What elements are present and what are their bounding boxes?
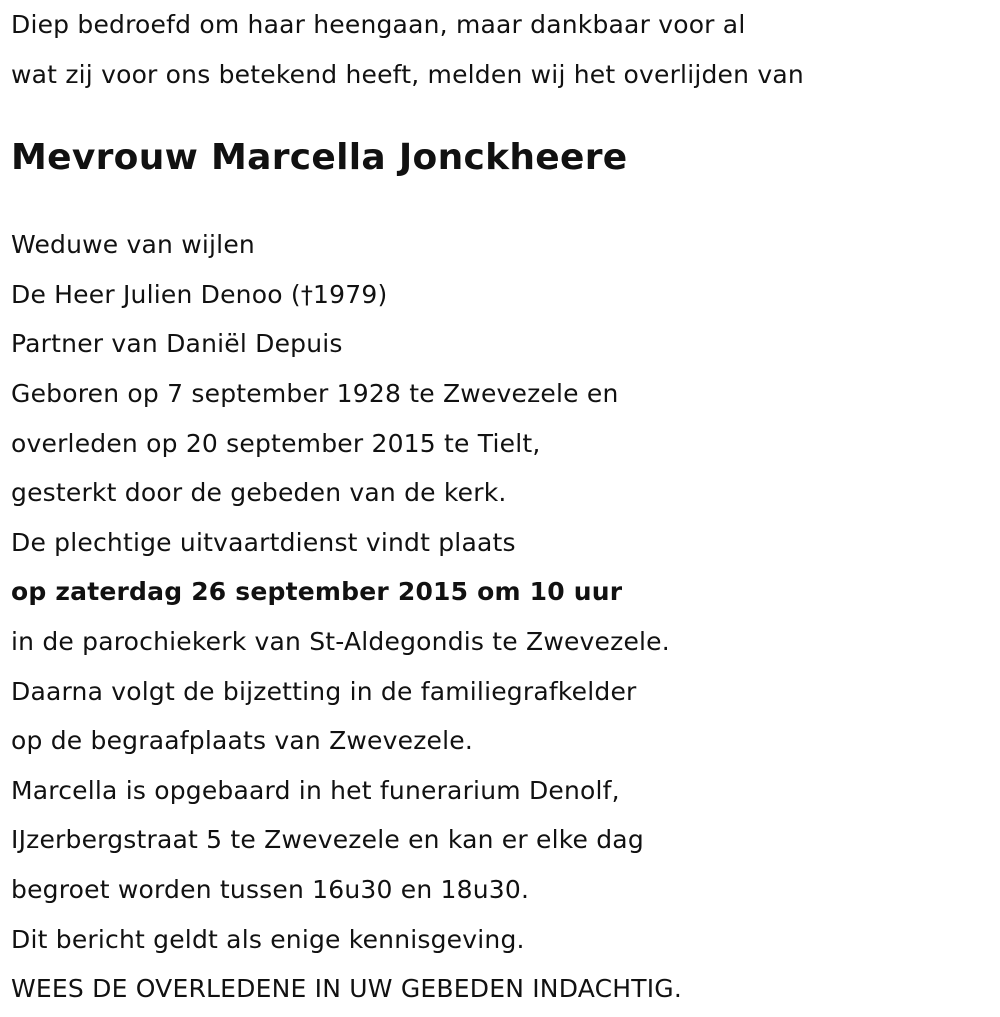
service-place-line: in de parochiekerk van St-Aldegondis te Zwevezele.: [11, 626, 670, 656]
died-line: overleden op 20 september 2015 te Tielt,: [11, 428, 541, 458]
born-line: Geboren op 7 september 1928 te Zwevezele en: [11, 378, 619, 408]
notice-line: Dit bericht geldt als enige kennisgeving.: [11, 924, 525, 954]
burial-line-1: Daarna volgt de bijzetting in de familiegrafkelder: [11, 676, 637, 706]
deceased-name: Mevrouw Marcella Jonckheere: [11, 137, 628, 179]
late-husband-prefix: De Heer Julien Denoo (: [11, 279, 301, 309]
intro-line-2: wat zij voor ons betekend heeft, melden wij het overlijden van: [11, 59, 804, 89]
intro-line-1: Diep bedroefd om haar heengaan, maar dankbaar voor al: [11, 10, 746, 39]
strengthened-line: gesterkt door de gebeden van de kerk.: [11, 478, 507, 508]
death-notice: [11, 0, 986, 1014]
late-husband-suffix: 1979): [313, 279, 388, 309]
partner-line: Partner van Daniël Depuis: [11, 329, 343, 359]
visiting-hours-line: begroet worden tussen 16u30 en 18u30.: [11, 874, 530, 904]
laid-out-line-1: Marcella is opgebaard in het funerarium Denolf,: [11, 775, 620, 805]
service-date-line: op zaterdag 26 september 2015 om 10 uur: [11, 577, 623, 607]
laid-out-line-2: IJzerbergstraat 5 te Zwevezele en kan er elke dag: [11, 825, 644, 855]
late-husband-line: [11, 270, 986, 320]
cross-icon: †: [300, 280, 314, 309]
burial-line-2: op de begraafplaats van Zwevezele.: [11, 726, 473, 756]
service-intro-line: De plechtige uitvaartdienst vindt plaats: [11, 527, 516, 557]
widow-of-line: Weduwe van wijlen: [11, 230, 255, 260]
closing-line: WEES DE OVERLEDENE IN UW GEBEDEN INDACHTIG.: [11, 974, 683, 1004]
